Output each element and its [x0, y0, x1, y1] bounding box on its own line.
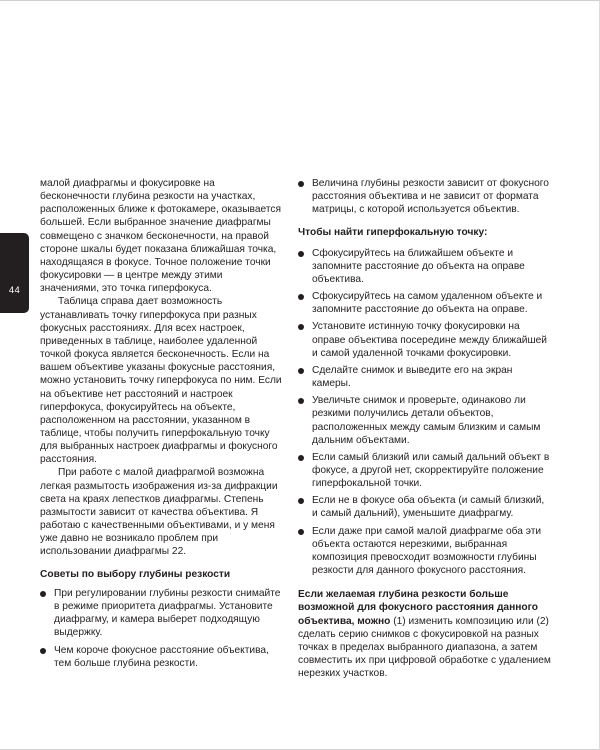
- bullet-icon: [298, 455, 304, 461]
- page-top-edge: [0, 0, 600, 1]
- list-item: [298, 177, 552, 216]
- tips-list: [40, 587, 284, 671]
- left-column: [40, 177, 284, 676]
- list-item: [40, 644, 284, 670]
- list-item-text: Если самый близкий или самый дальний объект в фокусе, а другой нет, скорректируйте положение гиперфокальной точки.: [312, 451, 550, 490]
- intro-list: [298, 177, 552, 216]
- bullet-icon: [298, 368, 304, 374]
- list-item: [298, 494, 552, 520]
- list-item-text: Если не в фокусе оба объекта (и самый близкий, и самый дальний), уменьшите диафрагму.: [312, 495, 545, 520]
- list-item-text: Увеличьте снимок и проверьте, одинаково ли резкими получились детали объектов, расположенных между самым близким и самым дальним объектами.: [312, 395, 541, 446]
- paragraph-1: малой диафрагмы и фокусировке на бесконечности глубина резкости на участках, расположенных ближе к фотокамере, оказывается большей. Если выбранное значение диафрагмы совмещено с значком бесконечности, на правой стороне шкалы будет показана ближайшая точка, находящаяся в фокусе. Точное положение точки фокусировки — в центре между этими значениями, это точка гиперфокуса.: [40, 178, 281, 295]
- page-number: 44: [8, 285, 21, 296]
- bullet-icon: [40, 591, 46, 597]
- conclusion-lead: Если желаемая глубина резкости больше возможной для фокусного расстояния данного объектива, можно: [298, 589, 538, 627]
- paragraph-3: При работе с малой диафрагмой возможна легкая размытость изображения из-за дифракции света на краях лепестков диафрагмы. Степень размытости зависит от качества объектива. Я работаю с качественными объективами, и у меня уже давно не возникало проблем при использовании диафрагмы 22.: [40, 467, 278, 558]
- list-item-text: Если даже при самой малой диафрагме оба эти объекта остаются нерезкими, выбранная композиция превосходит возможности глубины резкости для данного фокусного расстояния.: [312, 525, 542, 577]
- page-tab: [0, 233, 29, 313]
- list-item-text: Сфокусируйтесь на самом удаленном объекте и запомните расстояние до объекта на оправе.: [312, 291, 543, 316]
- list-item-text: При регулировании глубины резкости снимайте в режиме приоритета диафрагмы. Установите диафрагму, и камера выберет подходящую выдержку.: [54, 587, 281, 639]
- list-item-text: Сделайте снимок и выведите его на экран камеры.: [312, 364, 513, 390]
- bullet-icon: [298, 529, 304, 535]
- paragraph-2: Таблица справа дает возможность устанавливать точку гиперфокуса при разных фокусных расстояниях. Для всех настроек, приведенных в таблице, наиболее удаленной точкой фокуса является бесконечность. Если на вашем объективе указаны фокусные расстояния, можно установить точку гиперфокуса по ним. Если на объективе нет расстояний и настроек гиперфокуса, фокусируйтесь на объекте, расположенном на расстоянии, указанном в таблице, чтобы получить гиперфокальную точку для выбранных настроек диафрагмы и фокусного расстояния.: [40, 296, 282, 466]
- list-item: [40, 587, 284, 640]
- bullet-icon: [298, 181, 304, 187]
- conclusion-paragraph: [298, 588, 552, 680]
- list-item: [298, 394, 552, 447]
- list-item: [298, 247, 552, 286]
- list-item: [298, 364, 552, 390]
- hyperfocal-heading: Чтобы найти гиперфокальную точку:: [298, 227, 488, 239]
- bullet-icon: [298, 294, 304, 300]
- list-item-text: Установите истинную точку фокусировки на оправе объектива посередине между ближайшей и самой удаленной точками фокусировки.: [312, 321, 547, 359]
- bullet-icon: [298, 398, 304, 404]
- bullet-icon: [40, 648, 46, 654]
- list-item: [298, 525, 552, 578]
- list-item: [298, 451, 552, 490]
- hyperfocal-steps-list: [298, 247, 552, 578]
- list-item-text: Величина глубины резкости зависит от фокусного расстояния объектива и не зависит от формата матрицы, с которой используется объектив.: [312, 178, 549, 216]
- list-item-text: Чем короче фокусное расстояние объектива, тем больше глубина резкости.: [54, 645, 269, 670]
- list-item-text: Сфокусируйтесь на ближайшем объекте и запомните расстояние до объекта на оправе объектива.: [312, 247, 525, 285]
- list-item: [298, 290, 552, 316]
- list-item: [298, 320, 552, 359]
- bullet-icon: [298, 324, 304, 330]
- bullet-icon: [298, 251, 304, 257]
- conclusion-text: (1) изменить композицию или (2) сделать серию снимков с фокусировкой на разных точках в пределах выбранного диапазона, а затем совместить их при цифровой обработке с удалением нерезких участков.: [298, 615, 551, 680]
- tips-heading: Советы по выбору глубины резкости: [40, 568, 231, 580]
- right-column: [298, 177, 552, 680]
- bullet-icon: [298, 498, 304, 504]
